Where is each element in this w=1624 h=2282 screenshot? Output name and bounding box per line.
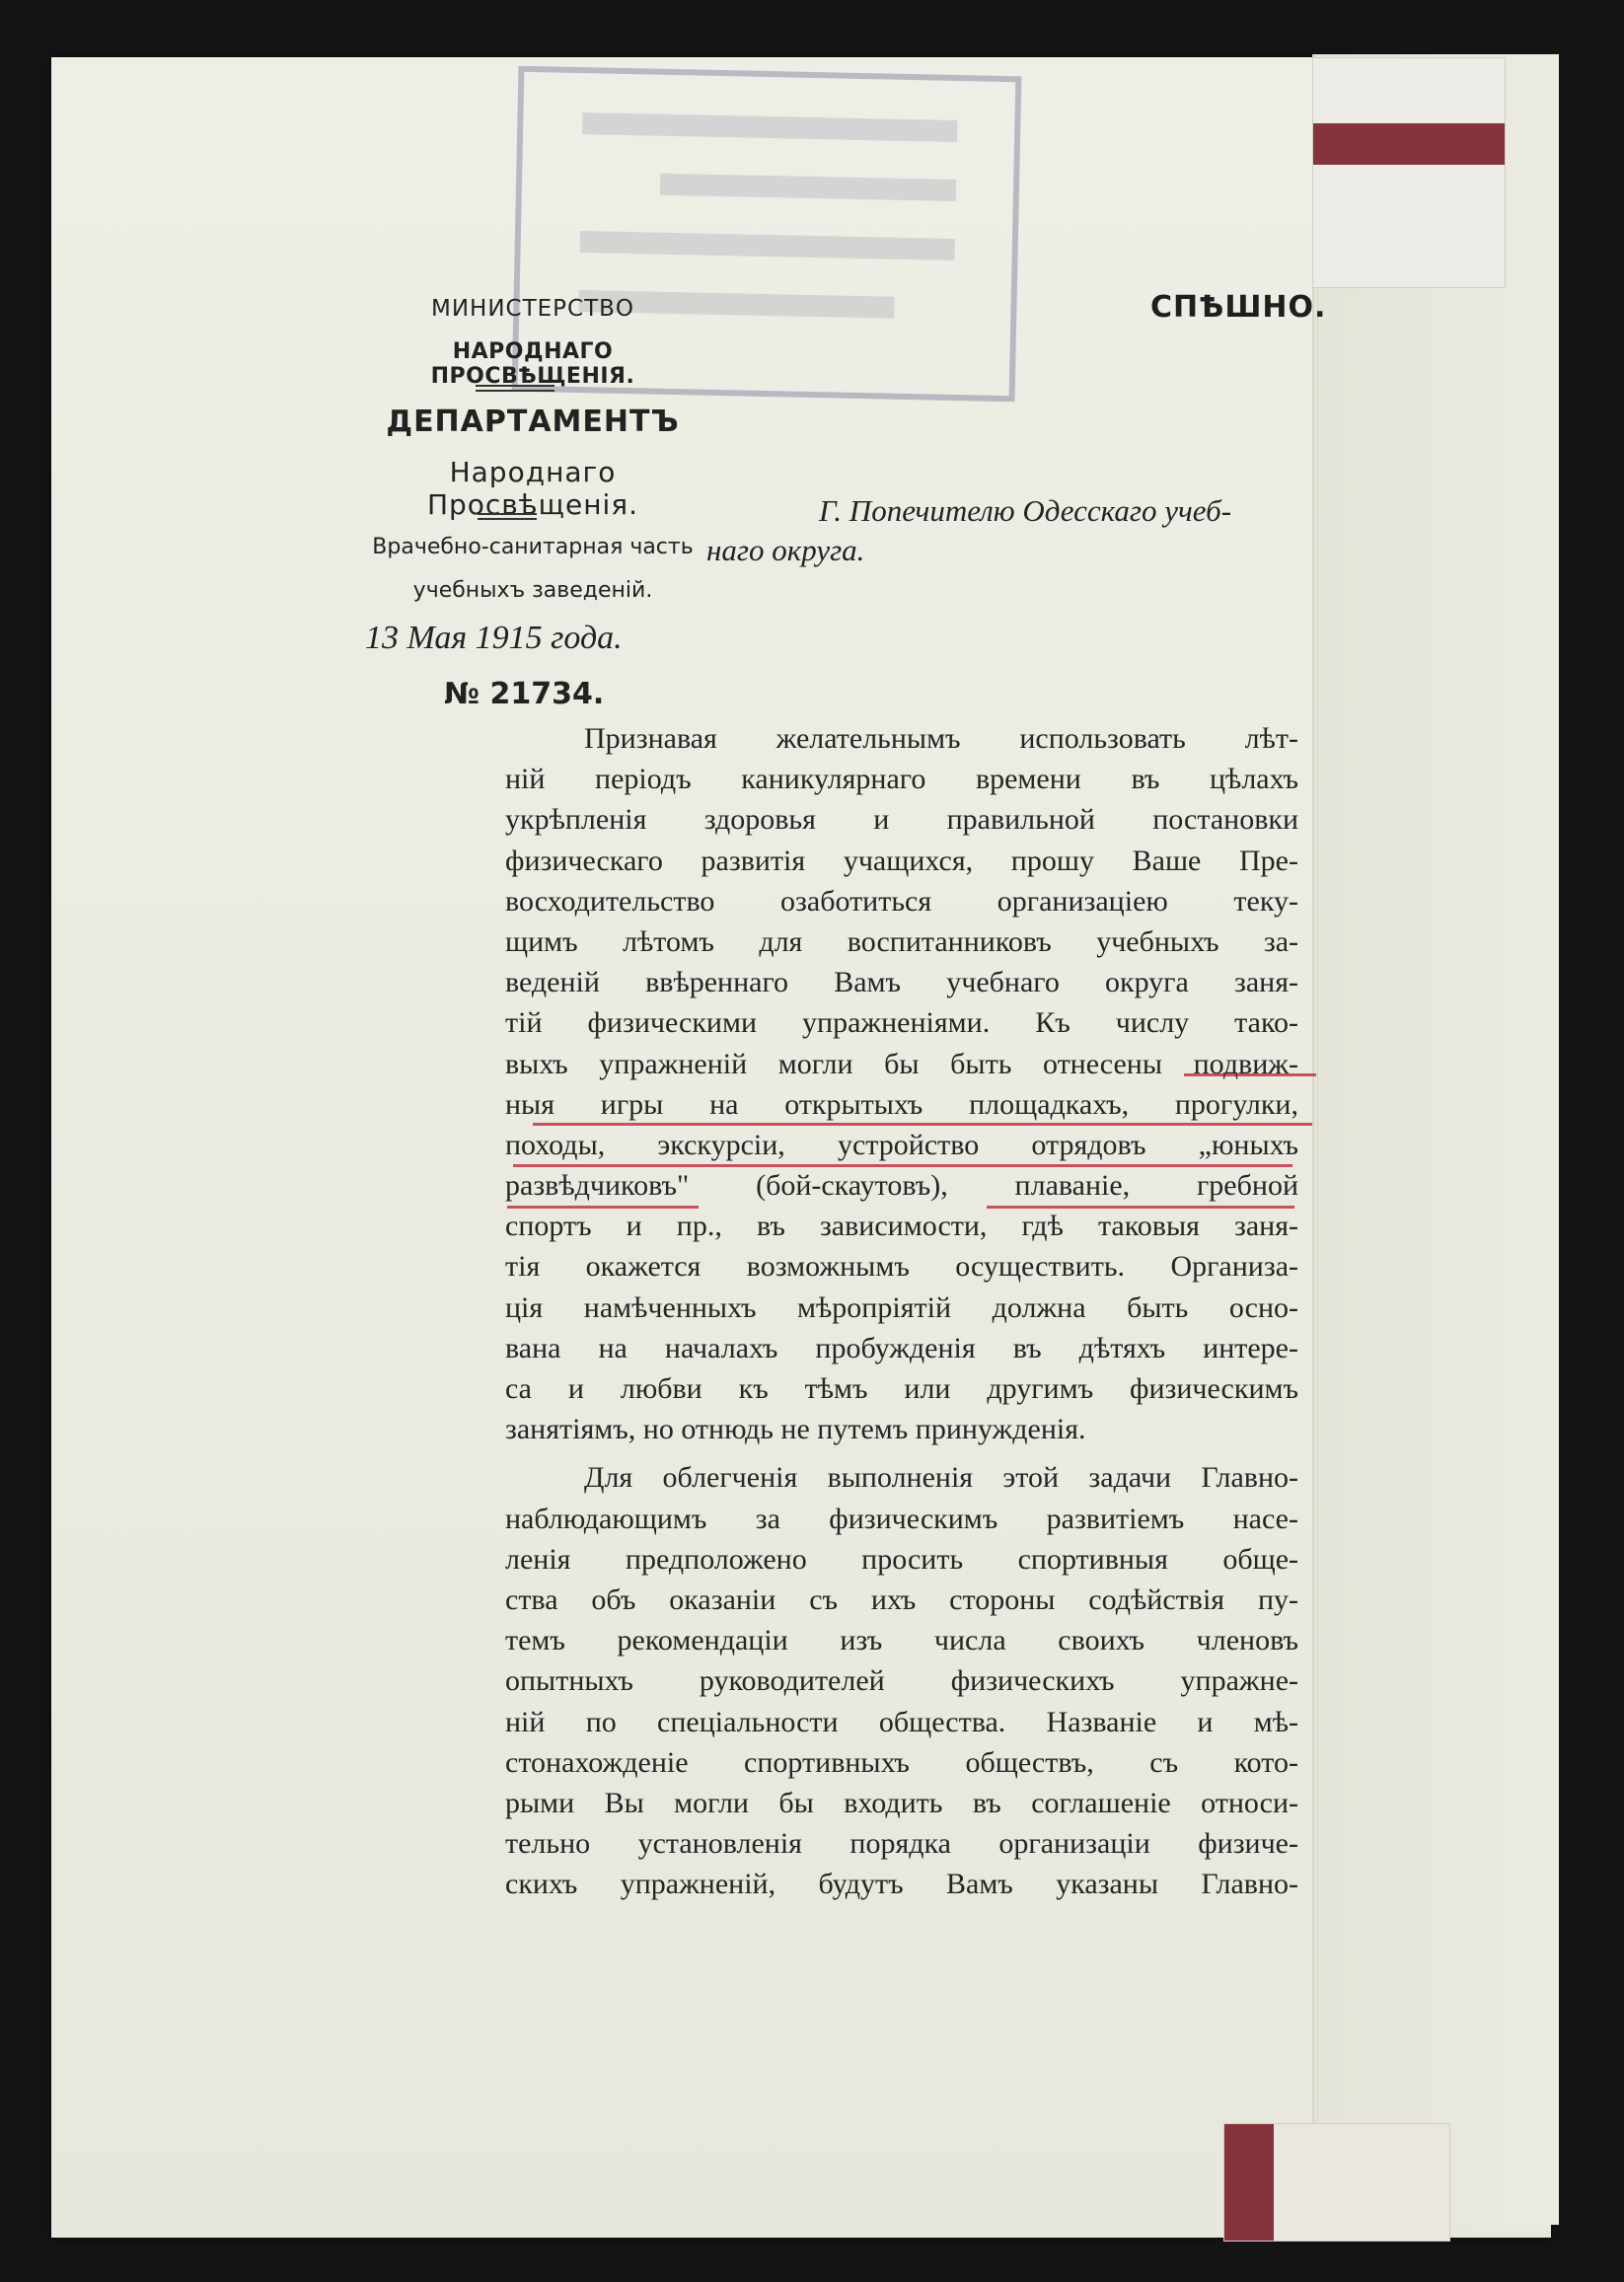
- page-fold-line: [1317, 59, 1318, 2225]
- header-divider: [478, 513, 537, 520]
- body-line: укрѣпленія здоровья и правильной постановки: [505, 803, 1298, 837]
- document-number: № 21734.: [444, 677, 605, 711]
- body-line: ства объ оказаніи съ ихъ стороны содѣйствія пу-: [505, 1583, 1298, 1616]
- body-line: стонахожденіе спортивныхъ обществъ, съ кото-: [505, 1745, 1298, 1779]
- body-line: щимъ лѣтомъ для воспитанниковъ учебныхъ за-: [505, 924, 1298, 958]
- header-divider: [476, 385, 554, 392]
- stamp-line: [582, 112, 957, 142]
- body-line: занятіямъ, но отнюдь не путемъ принужденія.: [505, 1413, 1086, 1446]
- body-line: Для облегченія выполненія этой задачи Главно-: [584, 1461, 1298, 1495]
- tape-bottom-right: [1223, 2123, 1450, 2242]
- body-line: наблюдающимъ за физическимъ развитіемъ насе-: [505, 1502, 1298, 1535]
- letter-body: [505, 718, 1298, 1904]
- body-line: темъ рекомендаціи изъ числа своихъ членовъ: [505, 1624, 1298, 1657]
- body-line: са и любви къ тѣмъ или другимъ физическимъ: [505, 1372, 1298, 1405]
- document-date: 13 Мая 1915 года.: [365, 620, 623, 656]
- body-line: веденій ввѣреннаго Вамъ учебнаго округа заня-: [505, 966, 1298, 999]
- red-underline: [533, 1123, 1312, 1126]
- body-line: развѣдчиковъ" (бой-скаутовъ), плаваніе, гребной: [505, 1169, 1298, 1203]
- ministry-label: МИНИСТЕРСТВО: [430, 296, 635, 322]
- tape-band: [1224, 2124, 1274, 2241]
- medical-unit: Врачебно-санитарная часть: [372, 535, 694, 559]
- institutions-label: учебныхъ заведеній.: [412, 578, 653, 603]
- red-underline: [507, 1206, 699, 1209]
- department-label: ДЕПАРТАМЕНТЪ: [386, 405, 680, 439]
- addressee-line-2: наго округа.: [706, 533, 865, 567]
- red-underline: [513, 1164, 1292, 1167]
- body-line: тія окажется возможнымъ осуществить. Организа-: [505, 1250, 1298, 1284]
- body-line: походы, экскурсіи, устройство отрядовъ „юныхъ: [505, 1128, 1298, 1161]
- body-line: рыми Вы могли бы входить въ соглашеніе относи-: [505, 1786, 1298, 1819]
- body-line: выхъ упражненій могли бы быть отнесены подвиж-: [505, 1047, 1298, 1080]
- body-line: ній по спеціальности общества. Названіе и мѣ-: [505, 1705, 1298, 1738]
- body-line: спортъ и пр., въ зависимости, гдѣ таковыя заня-: [505, 1210, 1298, 1243]
- stamp-line: [660, 174, 956, 201]
- attached-sheet-edge: [1312, 54, 1559, 2225]
- body-line: физическаго развитія учащихся, прошу Ваше Пре-: [505, 844, 1298, 877]
- urgent-mark: СПѢШНО.: [1150, 290, 1327, 325]
- body-line: скихъ упражненій, будутъ Вамъ указаны Главно-: [505, 1868, 1298, 1901]
- body-line: тій физическими упражненіями. Къ числу тако-: [505, 1006, 1298, 1040]
- body-line: ныя игры на открытыхъ площадкахъ, прогулки,: [505, 1087, 1298, 1121]
- body-line: ція намѣченныхъ мѣропріятій должна быть осно-: [505, 1290, 1298, 1324]
- body-line: Признавая желательнымъ использовать лѣт-: [584, 722, 1298, 755]
- department-name: Народнаго Просвѣщенія.: [426, 456, 639, 521]
- tape-top-right: [1312, 57, 1506, 288]
- addressee-line-1: Г. Попечителю Одесскаго учеб-: [819, 493, 1232, 528]
- red-underline: [987, 1206, 1294, 1209]
- body-line: вана на началахъ пробужденія въ дѣтяхъ интере-: [505, 1331, 1298, 1364]
- body-line: восходительство озаботиться организаціею теку-: [505, 884, 1298, 918]
- stamp-line: [580, 231, 955, 260]
- body-line: тельно установленія порядка организаціи физиче-: [505, 1827, 1298, 1861]
- body-line: ленія предположено просить спортивныя обще-: [505, 1542, 1298, 1576]
- body-line: ній періодъ каникулярнаго времени въ цѣлахъ: [505, 763, 1298, 796]
- ministry-name: НАРОДНАГО ПРОСВѢЩЕНІЯ.: [430, 339, 635, 389]
- body-line: опытныхъ руководителей физическихъ упражне-: [505, 1664, 1298, 1698]
- tape-band: [1313, 123, 1505, 165]
- red-underline: [1184, 1073, 1316, 1076]
